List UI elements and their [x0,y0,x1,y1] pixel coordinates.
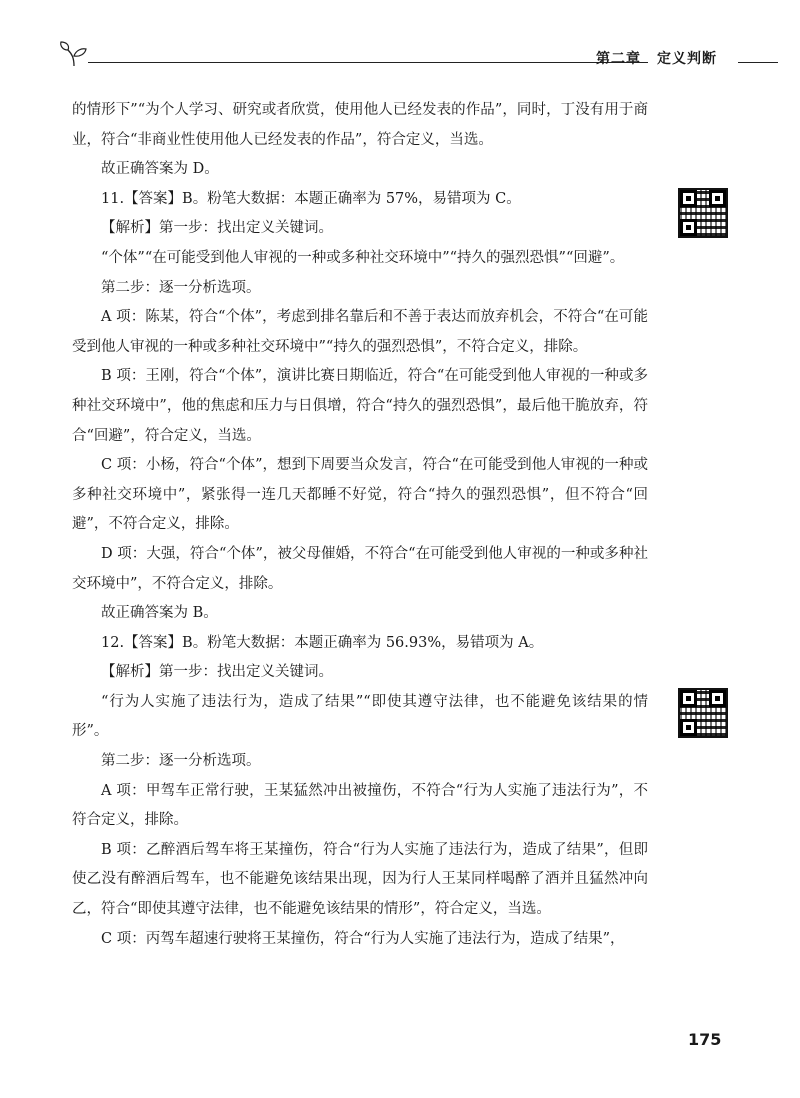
chapter-label: 第二章 [596,51,641,67]
qr-code-icon[interactable] [678,188,728,238]
chapter-heading [596,48,717,68]
paragraph: A 项：甲驾车正常行驶，王某猛然冲出被撞伤，不符合“行为人实施了违法行为”，不符合定义，排除。 [72,782,648,829]
paragraph: C 项：小杨，符合“个体”，想到下周要当众发言，符合“在可能受到他人审视的一种或多种社交环境中”，紧张得一连几天都睡不好觉，符合“持久的强烈恐惧”，但不符合“回避”，不符合定义，排除。 [72,457,648,533]
page-body [72,96,648,954]
header-rule [88,62,648,63]
paragraph: 【解析】第一步：找出定义关键词。 [101,220,333,237]
paragraph: A 项：陈某，符合“个体”，考虑到排名靠后和不善于表达而放弃机会，不符合“在可能受到他人审视的一种或多种社交环境中”“持久的强烈恐惧”，不符合定义，排除。 [72,309,648,355]
qr-code-icon[interactable] [678,688,728,738]
paragraph: C 项：丙驾车超速行驶将王某撞伤，符合“行为人实施了违法行为，造成了结果”， [101,930,625,947]
paragraph: D 项：大强，符合“个体”，被父母催婚，不符合“在可能受到他人审视的一种或多种社交环境中”，不符合定义，排除。 [72,545,648,592]
paragraph: B 项：王刚，符合“个体”，演讲比赛日期临近，符合“在可能受到他人审视的一种或多种社交环境中”，他的焦虑和压力与日俱增，符合“持久的强烈恐惧”，最后他干脆放弃，符合“回避”，符合定义，当选。 [72,368,648,444]
paragraph: “行为人实施了违法行为，造成了结果”“即使其遵守法律，也不能避免该结果的情形”。 [72,693,648,740]
paragraph: 第二步：逐一分析选项。 [101,753,261,770]
paragraph: 第二步：逐一分析选项。 [101,279,261,296]
header-rule-tail [738,62,778,63]
paragraph: “个体”“在可能受到他人审视的一种或多种社交环境中”“持久的强烈恐惧”“回避”。 [101,249,625,266]
chapter-title: 定义判断 [657,51,717,67]
paragraph: 故正确答案为 B。 [101,605,218,622]
running-header [58,40,778,70]
paragraph: 故正确答案为 D。 [101,161,219,178]
paragraph: 12.【答案】B。粉笔大数据：本题正确率为 56.93%，易错项为 A。 [101,634,544,651]
page-number: 175 [688,1030,722,1049]
sprout-icon [58,40,90,68]
paragraph: B 项：乙醉酒后驾车将王某撞伤，符合“行为人实施了违法行为，造成了结果”，但即使乙没有醉酒后驾车，也不能避免该结果出现，因为行人王某同样喝醉了酒并且猛然冲向乙，符合“即使其遵守法律，也不能避免该结果的情形”，符合定义，当选。 [72,841,648,918]
paragraph: 【解析】第一步：找出定义关键词。 [101,664,333,681]
paragraph: 11.【答案】B。粉笔大数据：本题正确率为 57%，易错项为 C。 [101,190,521,207]
paragraph: 的情形下”“为个人学习、研究或者欣赏，使用他人已经发表的作品”，同时，丁没有用于商业，符合“非商业性使用他人已经发表的作品”，符合定义，当选。 [72,102,648,148]
